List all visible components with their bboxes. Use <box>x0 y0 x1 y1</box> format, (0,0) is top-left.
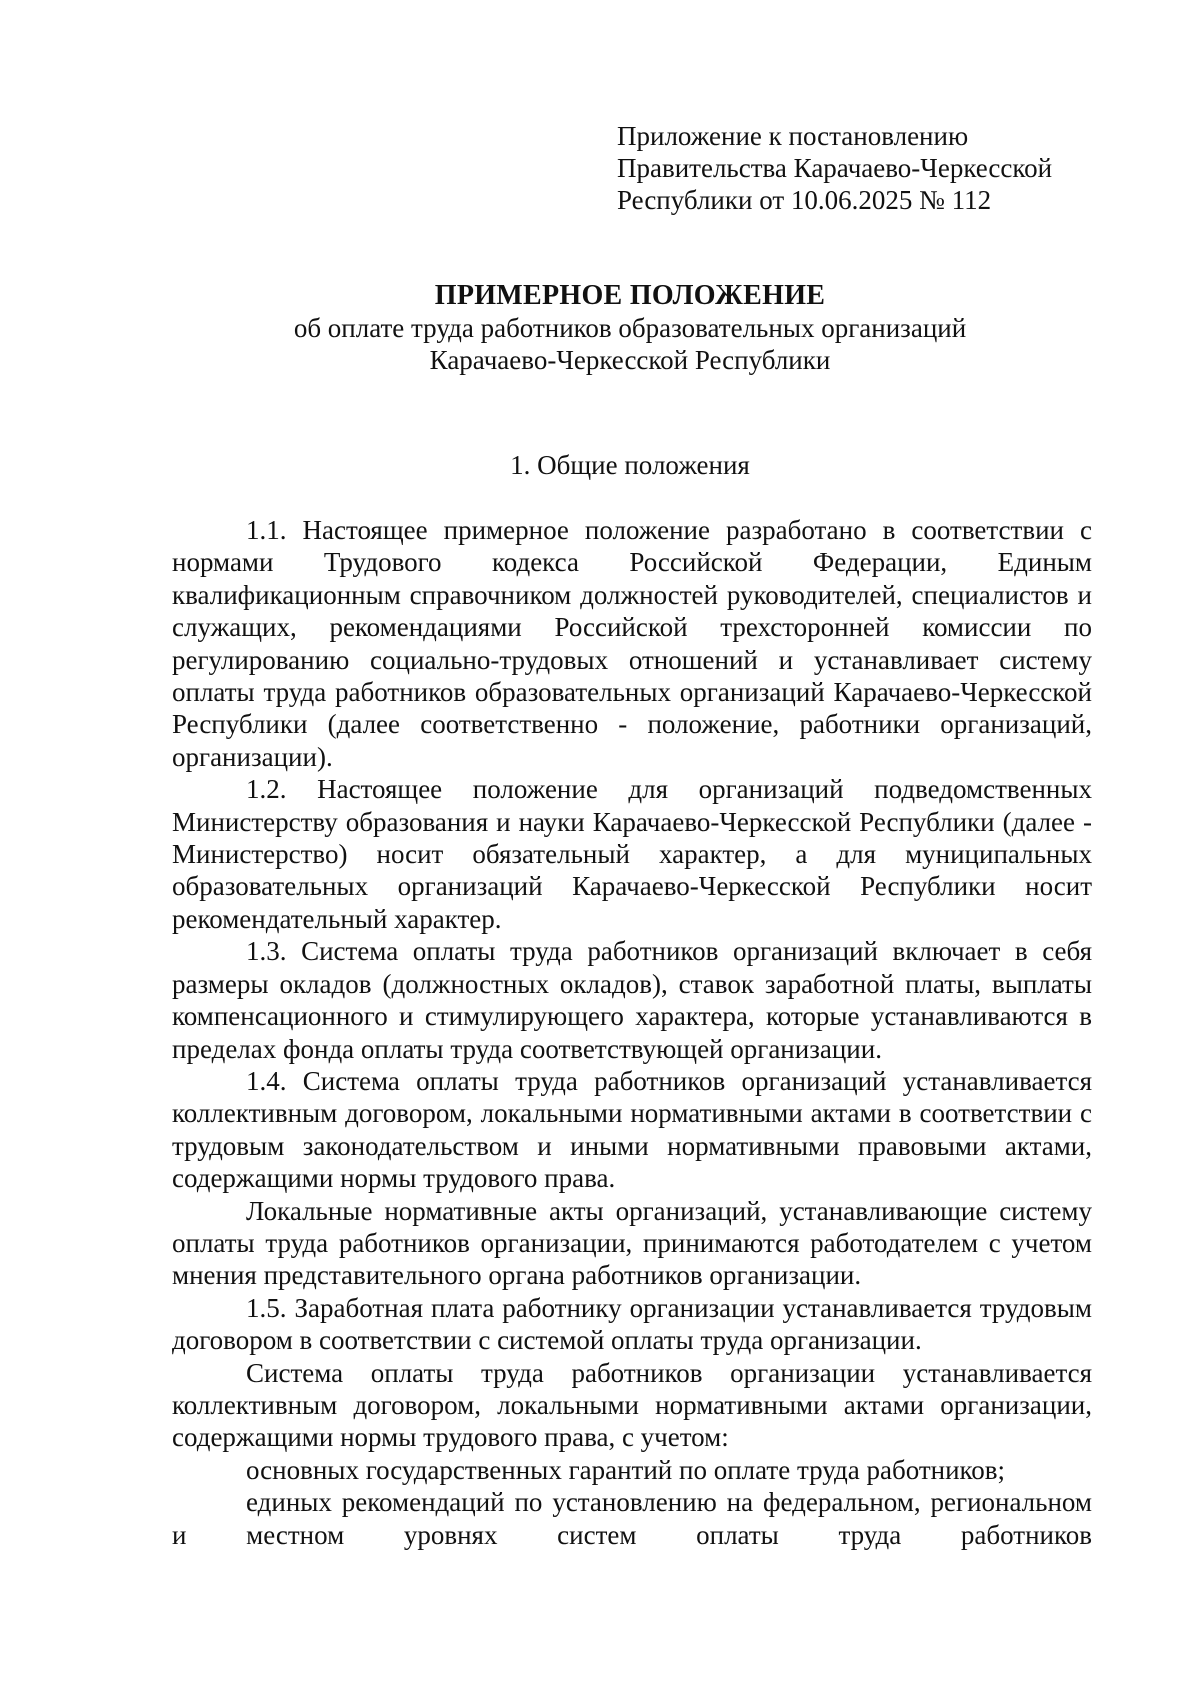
document-body <box>172 514 1092 1551</box>
document-title-line: об оплате труда работников образовательных организаций <box>293 313 967 343</box>
appendix-line: Правительства Карачаево-Черкесской <box>617 153 1053 183</box>
paragraph: основных государственных гарантий по оплате труда работников; <box>246 1454 1006 1485</box>
paragraph: 1.2. Настоящее положение для организаций подведомственных Министерству образования и науки Карачаево-Черкесской Республики (далее - Министерство) носит обязательный характер, а для муниципальных образовательных организаций Карачаево-Черкесской Республики носит рекомендательный характер. <box>172 774 1092 934</box>
document-title-line: Карачаево-Черкесской Республики <box>429 345 831 375</box>
paragraph: 1.1. Настоящее примерное положение разработано в соответствии с нормами Трудового кодекса Российской Федерации, Единым квалификационным справочником должностей руководителей, специалистов и служащих, рекомендациями Российской трехсторонней комиссии по регулированию социально-трудовых отношений и устанавливает систему оплаты труда работников образовательных организаций Карачаево-Черкесской Республики (далее соответственно - положение, работники организаций, организации). <box>172 515 1092 772</box>
appendix-note <box>617 120 1052 216</box>
paragraph: 1.5. Заработная плата работнику организации устанавливается трудовым договором в соответствии с системой оплаты труда организации. <box>172 1292 1092 1356</box>
document-title <box>0 280 1200 376</box>
document-title-main: ПРИМЕРНОЕ ПОЛОЖЕНИЕ <box>434 280 826 311</box>
section-heading: 1. Общие положения <box>510 450 750 480</box>
paragraph: 1.3. Система оплаты труда работников организаций включает в себя размеры окладов (должностных окладов), ставок заработной платы, выплаты компенсационного и стимулирующего характера, которые устанавливаются в пределах фонда оплаты труда соответствующей организации. <box>172 936 1092 1064</box>
paragraph: Система оплаты труда работников организации устанавливается коллективным договором, локальными нормативными актами организации, содержащими нормы трудового права, с учетом: <box>172 1357 1092 1453</box>
paragraph: 1.4. Система оплаты труда работников организаций устанавливается коллективным договором, локальными нормативными актами в соответствии с трудовым законодательством и иными нормативными правовыми актами, содержащими нормы трудового права. <box>172 1065 1092 1194</box>
appendix-line: Республики от 10.06.2025 № 112 <box>617 185 992 215</box>
paragraph: единых рекомендаций по установлению на федеральном, региональном и местном уровнях систем оплаты труда работников <box>172 1487 1092 1550</box>
paragraph: Локальные нормативные акты организаций, устанавливающие систему оплаты труда работников организации, принимаются работодателем с учетом мнения представительного органа работников организации. <box>172 1195 1092 1291</box>
appendix-line: Приложение к постановлению <box>617 121 969 151</box>
